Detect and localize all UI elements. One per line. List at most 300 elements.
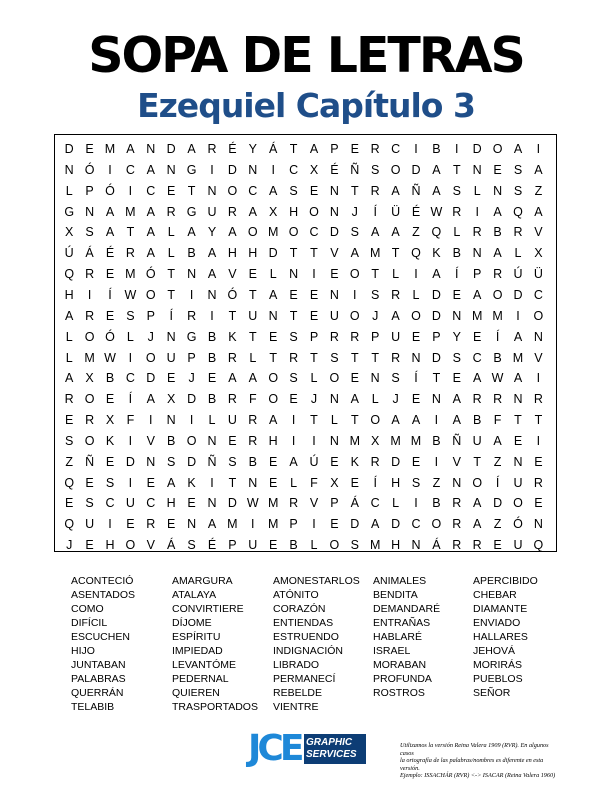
grid-letter: N xyxy=(533,517,543,532)
grid-letter: É xyxy=(411,204,421,219)
grid-letter: O xyxy=(227,183,238,198)
grid-letter: E xyxy=(85,475,94,490)
grid-letter: C xyxy=(125,371,135,386)
word-item: DIFÍCIL xyxy=(71,617,108,629)
grid-letter: I xyxy=(414,496,418,511)
grid-letter: P xyxy=(289,517,298,532)
grid-letter: T xyxy=(248,329,257,344)
grid-letter: M xyxy=(512,350,524,365)
jce-logo xyxy=(248,728,366,770)
word-item: SEÑOR xyxy=(473,687,511,699)
grid-letter: O xyxy=(513,496,523,511)
grid-letter: R xyxy=(248,413,258,428)
word-item: MORABAN xyxy=(373,659,427,671)
grid-letter: D xyxy=(227,496,237,511)
grid-letter: Á xyxy=(350,496,359,511)
grid-letter: E xyxy=(85,538,94,553)
grid-letter: A xyxy=(126,142,135,156)
grid-letter: A xyxy=(452,392,461,407)
note-line: Ejemplo: ISSACHÁR (RVR) <-> ISACAR (Reina Valera 1960) xyxy=(400,772,556,779)
grid-letter: R xyxy=(329,329,339,344)
grid-letter: T xyxy=(391,246,400,261)
grid-letter: S xyxy=(228,454,237,469)
grid-letter: R xyxy=(493,267,503,282)
grid-letter: T xyxy=(248,287,257,302)
grid-letter: M xyxy=(125,267,136,282)
grid-letter: E xyxy=(330,267,339,282)
grid-letter: É xyxy=(228,142,237,156)
grid-letter: E xyxy=(269,329,278,344)
grid-letter: T xyxy=(269,350,278,365)
grid-letter: S xyxy=(85,225,94,240)
grid-letter: M xyxy=(267,496,279,511)
grid-letter: N xyxy=(329,433,339,448)
grid-letter: Á xyxy=(269,142,278,156)
word-item: CORAZÓN xyxy=(273,603,326,615)
grid-letter: L xyxy=(167,225,175,240)
grid-letter: C xyxy=(370,496,380,511)
grid-row xyxy=(55,514,558,535)
logo-mark: JCE xyxy=(248,728,301,769)
grid-letter: I xyxy=(108,162,112,177)
grid-letter: R xyxy=(248,433,258,448)
word-column xyxy=(71,574,171,714)
grid-letter: O xyxy=(145,350,156,365)
grid-letter: L xyxy=(310,371,318,386)
grid-letter: A xyxy=(371,225,380,240)
grid-letter: D xyxy=(187,392,197,407)
grid-letter: A xyxy=(493,246,502,261)
grid-letter: B xyxy=(289,538,298,553)
grid-letter: T xyxy=(310,246,318,261)
grid-letter: A xyxy=(105,225,115,240)
grid-letter: Ú xyxy=(513,267,523,282)
grid-letter: D xyxy=(431,350,441,365)
grid-letter: B xyxy=(105,371,115,386)
grid-row xyxy=(55,389,558,410)
grid-letter: R xyxy=(350,329,360,344)
grid-letter: A xyxy=(493,204,502,219)
grid-letter: C xyxy=(125,162,135,177)
grid-letter: O xyxy=(84,392,95,407)
grid-letter: O xyxy=(472,475,483,490)
grid-letter: A xyxy=(493,433,502,448)
grid-letter: A xyxy=(432,267,441,282)
grid-letter: R xyxy=(513,225,523,240)
grid-letter: T xyxy=(187,183,196,198)
grid-letter: A xyxy=(534,204,543,219)
grid-letter: Ñ xyxy=(85,454,95,469)
grid-letter: R xyxy=(370,183,380,198)
word-column xyxy=(473,574,573,700)
grid-letter: Í xyxy=(373,475,377,490)
grid-letter: B xyxy=(432,496,441,511)
grid-letter: E xyxy=(452,287,461,302)
grid-letter: B xyxy=(207,392,217,407)
grid-letter: A xyxy=(167,475,176,490)
grid-letter: D xyxy=(431,287,441,302)
word-item: ESCUCHEN xyxy=(71,631,130,643)
word-item: JEHOVÁ xyxy=(473,645,516,657)
grid-letter: J xyxy=(372,308,379,323)
grid-letter: A xyxy=(411,413,421,428)
grid-letter: Q xyxy=(513,204,523,219)
grid-letter: U xyxy=(513,475,523,490)
grid-letter: D xyxy=(329,225,339,240)
grid-row xyxy=(55,181,558,202)
grid-letter: D xyxy=(227,162,237,177)
word-item: ATÓNITO xyxy=(273,589,319,601)
grid-row xyxy=(55,139,558,160)
grid-letter: W xyxy=(124,287,137,302)
grid-letter: I xyxy=(455,142,459,156)
grid-letter: T xyxy=(514,413,522,428)
grid-letter: I xyxy=(475,204,479,219)
grid-letter: D xyxy=(391,454,401,469)
grid-letter: I xyxy=(536,433,541,448)
word-item: VIENTRE xyxy=(273,701,319,713)
grid-letter: R xyxy=(166,204,176,219)
grid-letter: M xyxy=(390,433,401,448)
grid-letter: R xyxy=(391,287,401,302)
grid-letter: O xyxy=(288,225,299,240)
grid-letter: Ü xyxy=(391,204,401,219)
grid-letter: A xyxy=(432,162,441,177)
grid-letter: P xyxy=(146,308,155,323)
grid-letter: E xyxy=(411,329,421,344)
grid-letter: O xyxy=(349,308,360,323)
grid-letter: R xyxy=(85,308,95,323)
grid-letter: Ú xyxy=(309,454,319,469)
grid-letter: T xyxy=(350,413,359,428)
grid-letter: U xyxy=(513,538,523,553)
grid-letter: E xyxy=(309,308,319,323)
grid-letter: E xyxy=(105,454,115,469)
grid-letter: M xyxy=(267,225,279,240)
grid-letter: E xyxy=(85,142,94,156)
grid-letter: J xyxy=(351,204,358,219)
grid-letter: L xyxy=(269,267,277,282)
grid-letter: A xyxy=(269,287,278,302)
grid-letter: D xyxy=(268,246,278,261)
grid-letter: O xyxy=(349,267,360,282)
word-item: HALLARES xyxy=(473,631,528,643)
grid-letter: D xyxy=(472,142,482,156)
grid-letter: I xyxy=(87,287,92,302)
grid-row xyxy=(55,368,558,389)
grid-letter: E xyxy=(309,287,319,302)
grid-letter: S xyxy=(391,371,400,386)
grid-letter: C xyxy=(248,183,258,198)
grid-letter: N xyxy=(513,392,523,407)
word-item: ROSTROS xyxy=(373,687,425,699)
grid-row xyxy=(55,410,558,431)
grid-letter: Q xyxy=(64,517,75,532)
grid-letter: E xyxy=(534,496,543,511)
grid-letter: I xyxy=(536,142,541,156)
grid-letter: O xyxy=(309,204,319,219)
note-line: la ortografía de las palabras/nombres es diferente en esta versión. xyxy=(400,757,544,772)
grid-row xyxy=(55,452,558,473)
grid-letter: E xyxy=(167,183,176,198)
grid-letter: S xyxy=(411,475,421,490)
grid-letter: P xyxy=(330,496,339,511)
grid-letter: P xyxy=(473,267,482,282)
grid-letter: S xyxy=(167,454,176,469)
grid-letter: M xyxy=(471,308,483,323)
grid-letter: B xyxy=(493,350,502,365)
grid-letter: I xyxy=(189,413,194,428)
grid-letter: A xyxy=(146,246,155,261)
grid-letter: C xyxy=(105,496,115,511)
word-item: DÍJOME xyxy=(172,617,212,629)
grid-letter: É xyxy=(330,162,339,177)
grid-letter: E xyxy=(513,433,523,448)
grid-letter: E xyxy=(269,475,278,490)
word-item: DEMANDARÉ xyxy=(373,603,441,615)
grid-letter: M xyxy=(349,433,360,448)
grid-letter: K xyxy=(105,433,115,448)
grid-letter: R xyxy=(493,392,503,407)
grid-letter: A xyxy=(513,142,523,156)
grid-letter: I xyxy=(128,350,133,365)
grid-letter: T xyxy=(228,475,237,490)
grid-letter: N xyxy=(207,287,217,302)
grid-letter: O xyxy=(431,517,442,532)
logo-text-services: SERVICES xyxy=(306,749,357,760)
grid-letter: Q xyxy=(64,475,75,490)
word-item: ENTRAÑAS xyxy=(373,617,431,629)
grid-letter: I xyxy=(414,142,418,156)
grid-letter: S xyxy=(513,162,523,177)
grid-letter: Q xyxy=(64,267,75,282)
grid-letter: U xyxy=(391,329,401,344)
grid-letter: F xyxy=(493,413,502,428)
grid-letter: H xyxy=(268,433,278,448)
word-item: JUNTABAN xyxy=(71,659,126,671)
grid-letter: N xyxy=(166,329,176,344)
grid-letter: H xyxy=(105,538,115,553)
grid-letter: Á xyxy=(432,538,441,553)
grid-letter: I xyxy=(251,517,255,532)
grid-letter: I xyxy=(434,454,439,469)
grid-letter: S xyxy=(371,162,380,177)
grid-letter: N xyxy=(207,433,217,448)
grid-letter: D xyxy=(431,308,441,323)
word-item: AMARGURA xyxy=(172,575,233,587)
grid-letter: A xyxy=(473,287,482,302)
grid-letter: E xyxy=(65,413,74,428)
grid-letter: L xyxy=(65,183,73,198)
grid-letter: N xyxy=(329,392,339,407)
grid-letter: L xyxy=(249,350,257,365)
grid-letter: A xyxy=(391,183,400,198)
grid-letter: N xyxy=(187,267,197,282)
grid-letter: S xyxy=(350,538,359,553)
grid-letter: T xyxy=(371,267,380,282)
grid-letter: A xyxy=(432,183,441,198)
grid-letter: K xyxy=(432,246,441,261)
grid-letter: Ó xyxy=(105,329,115,344)
grid-letter: B xyxy=(207,350,217,365)
grid-letter: Z xyxy=(493,517,502,532)
grid-letter: C xyxy=(146,183,156,198)
grid-letter: E xyxy=(269,538,278,553)
grid-letter: V xyxy=(452,454,461,469)
grid-letter: V xyxy=(146,433,155,448)
grid-row xyxy=(55,306,558,327)
grid-letter: A xyxy=(473,496,482,511)
word-item: ESPÍRITU xyxy=(172,631,221,643)
grid-letter: C xyxy=(289,162,299,177)
grid-letter: E xyxy=(65,496,74,511)
grid-letter: A xyxy=(207,267,217,282)
grid-letter: A xyxy=(187,225,196,240)
grid-letter: N xyxy=(472,246,482,261)
grid-letter: L xyxy=(453,225,461,240)
grid-letter: B xyxy=(167,433,176,448)
word-item: PROFUNDA xyxy=(373,673,432,685)
grid-letter: A xyxy=(146,162,155,177)
grid-letter: N xyxy=(533,329,543,344)
grid-letter: X xyxy=(269,204,278,219)
grid-letter: P xyxy=(309,329,319,344)
grid-letter: H xyxy=(391,538,401,553)
grid-letter: S xyxy=(452,350,461,365)
word-item: ENVIADO xyxy=(473,617,521,629)
word-column xyxy=(273,574,373,714)
grid-letter: S xyxy=(289,371,298,386)
word-item: ENTIENDAS xyxy=(273,617,334,629)
grid-letter: S xyxy=(289,183,298,198)
grid-letter: I xyxy=(210,475,214,490)
grid-letter: L xyxy=(126,329,134,344)
word-item: LEVANTÓME xyxy=(172,659,236,671)
grid-letter: E xyxy=(207,371,217,386)
grid-letter: N xyxy=(329,287,339,302)
grid-letter: N xyxy=(248,475,258,490)
grid-letter: R xyxy=(85,413,95,428)
grid-letter: E xyxy=(534,454,543,469)
grid-letter: I xyxy=(353,287,357,302)
grid-letter: L xyxy=(208,413,216,428)
grid-letter: M xyxy=(227,517,238,532)
grid-letter: R xyxy=(64,392,74,407)
grid-letter: U xyxy=(248,538,258,553)
grid-letter: I xyxy=(271,162,275,177)
grid-letter: A xyxy=(228,371,237,386)
grid-letter: B xyxy=(493,225,502,240)
grid-row xyxy=(55,264,558,285)
grid-letter: Í xyxy=(455,267,459,282)
grid-letter: M xyxy=(104,142,116,156)
grid-letter: A xyxy=(350,392,359,407)
word-item: ISRAEL xyxy=(373,645,411,657)
grid-letter: Ó xyxy=(227,287,238,302)
grid-letter: A xyxy=(65,308,74,323)
grid-letter: A xyxy=(146,225,155,240)
grid-letter: Ñ xyxy=(411,183,421,198)
grid-letter: E xyxy=(289,287,298,302)
grid-letter: N xyxy=(248,162,258,177)
grid-letter: I xyxy=(414,267,418,282)
grid-letter: A xyxy=(391,413,400,428)
grid-letter: O xyxy=(125,538,136,553)
grid-letter: Ñ xyxy=(207,454,217,469)
word-item: AMONESTARLOS xyxy=(273,575,360,587)
grid-letter: A xyxy=(350,246,359,261)
grid-letter: I xyxy=(149,413,153,428)
grid-letter: C xyxy=(533,287,543,302)
letter-grid xyxy=(54,134,557,552)
grid-letter: M xyxy=(492,308,503,323)
word-item: PUEBLOS xyxy=(473,673,523,685)
word-item: TRASPORTADOS xyxy=(172,701,258,713)
grid-letter: Ñ xyxy=(350,162,360,177)
grid-letter: V xyxy=(534,225,543,240)
grid-letter: T xyxy=(289,308,298,323)
word-column xyxy=(373,574,473,700)
grid-letter: Í xyxy=(169,308,173,323)
grid-letter: E xyxy=(330,517,339,532)
grid-letter: N xyxy=(85,204,95,219)
grid-letter: N xyxy=(289,267,299,282)
grid-letter: M xyxy=(410,433,422,448)
grid-letter: L xyxy=(412,287,420,302)
grid-letter: Á xyxy=(167,538,176,553)
page-title: SOPA DE LETRAS xyxy=(88,27,524,84)
grid-letter: W xyxy=(246,496,259,511)
grid-letter: D xyxy=(513,287,523,302)
word-item: MORIRÁS xyxy=(473,659,523,671)
grid-letter: N xyxy=(207,496,217,511)
grid-row xyxy=(55,535,558,556)
grid-letter: Í xyxy=(128,392,133,407)
grid-letter: E xyxy=(473,329,482,344)
grid-letter: R xyxy=(370,142,380,156)
grid-letter: N xyxy=(411,538,421,553)
grid-letter: B xyxy=(473,413,482,428)
grid-letter: R xyxy=(533,392,543,407)
grid-letter: S xyxy=(289,329,298,344)
grid-letter: A xyxy=(473,371,482,386)
grid-letter: Í xyxy=(495,475,500,490)
grid-letter: N xyxy=(329,183,339,198)
grid-letter: Í xyxy=(108,287,112,302)
grid-row xyxy=(55,493,558,514)
grid-letter: P xyxy=(330,142,339,156)
grid-letter: E xyxy=(330,454,339,469)
grid-letter: É xyxy=(105,246,115,261)
word-item: HIJO xyxy=(71,645,95,657)
grid-letter: I xyxy=(291,413,296,428)
grid-letter: V xyxy=(146,538,155,553)
grid-letter: T xyxy=(350,183,359,198)
grid-letter: N xyxy=(513,454,523,469)
grid-letter: K xyxy=(187,475,196,490)
grid-letter: V xyxy=(228,267,237,282)
grid-row xyxy=(55,160,558,181)
grid-letter: R xyxy=(227,204,237,219)
grid-letter: P xyxy=(85,183,94,198)
word-item: CONVIRTIERE xyxy=(172,603,244,615)
grid-letter: H xyxy=(289,204,299,219)
grid-letter: L xyxy=(392,267,400,282)
grid-letter: E xyxy=(228,433,237,448)
grid-letter: X xyxy=(105,413,115,428)
grid-row xyxy=(55,473,558,494)
grid-letter: D xyxy=(64,142,74,156)
